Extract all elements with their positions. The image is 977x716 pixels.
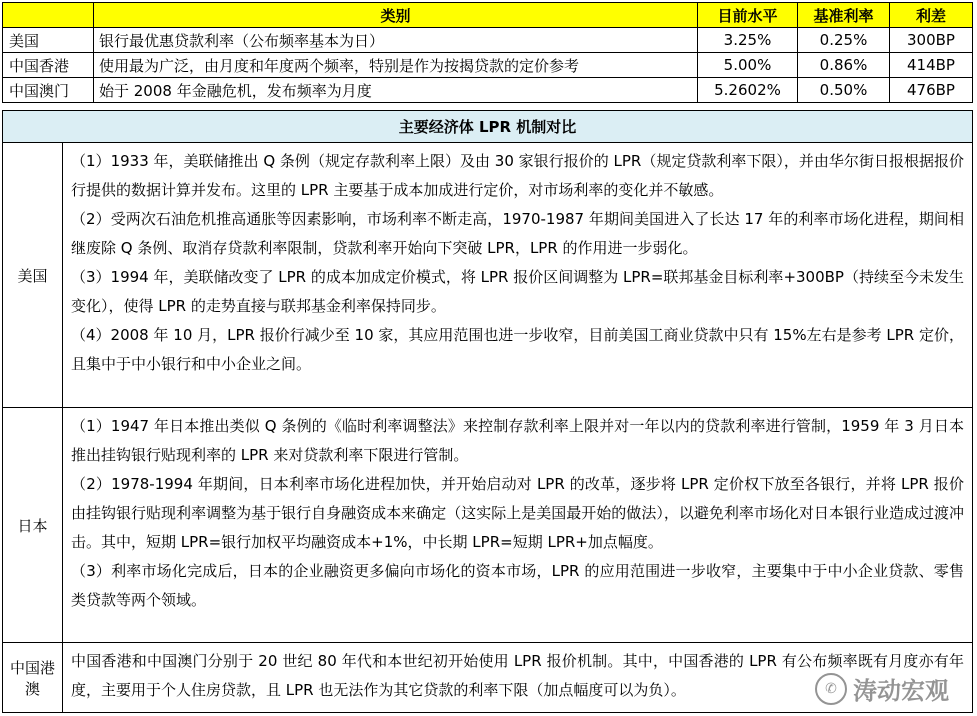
paragraph: （2）受两次石油危机推高通胀等因素影响，市场利率不断走高，1970-1987 年期间美国进入了长达 17 年的利率市场化进程，期间相继废除 Q 条例、取消存贷款利率限制，贷款利率开始向下突破 LPR，LPR 的作用进一步弱化。 [71, 210, 964, 257]
paragraph: （3）利率市场化完成后，日本的企业融资更多偏向市场化的资本市场，LPR 的应用范围进一步收窄，主要集中于中小企业贷款、零售类贷款等两个领域。 [71, 562, 964, 609]
section-row-japan [3, 408, 973, 643]
paragraph: 中国香港和中国澳门分别于 20 世纪 80 年代和本世纪初开始使用 LPR 报价机制。其中，中国香港的 LPR 有公布频率既有月度亦有年度，主要用于个人住房贷款，且 LPR 也无法作为其它贷款的利率下限（加点幅度可以为负）。 [71, 652, 964, 699]
region-cell: 美国 [3, 28, 94, 53]
watermark-text: 涛动宏观 [853, 677, 949, 705]
paragraph: （4）2008 年 10 月，LPR 报价行减少至 10 家，其应用范围也进一步收窄，目前美国工商业贷款中只有 15%左右是参考 LPR 定价，且集中于中小银行和中小企业之间。 [71, 326, 964, 373]
comparison-title-row [3, 111, 973, 143]
table-row [3, 78, 973, 103]
category-cell: 银行最优惠贷款利率（公布频率基本为日） [94, 28, 698, 53]
paragraph: （1）1933 年，美联储推出 Q 条例（规定存款利率上限）及由 30 家银行报价的 LPR（规定贷款利率下限），并由华尔街日报根据报价行提供的数据计算并发布。这里的 LPR 主要基于成本加成进行定价，对市场利率的变化并不敏感。 [71, 152, 964, 199]
country-label: 美国 [3, 143, 63, 408]
header-cell [3, 3, 94, 28]
section-body [63, 643, 973, 713]
table-header-row [3, 3, 973, 28]
current-level-cell: 3.25% [698, 28, 798, 53]
benchmark-rate-cell: 0.50% [798, 78, 890, 103]
section-body [63, 408, 973, 643]
table-row [3, 28, 973, 53]
category-cell: 使用最为广泛，由月度和年度两个频率，特别是作为按揭贷款的定价参考 [94, 53, 698, 78]
header-cell: 基准利率 [798, 3, 890, 28]
current-level-cell: 5.00% [698, 53, 798, 78]
section-row-usa [3, 143, 973, 408]
table-row [3, 53, 973, 78]
header-cell: 类别 [94, 3, 698, 28]
country-label: 日本 [3, 408, 63, 643]
lpr-comparison-table [2, 110, 973, 713]
benchmark-rate-cell: 0.25% [798, 28, 890, 53]
current-level-cell: 5.2602% [698, 78, 798, 103]
spread-cell: 476BP [890, 78, 973, 103]
paragraph: （3）1994 年，美联储改变了 LPR 的成本加成定价模式，将 LPR 报价区间调整为 LPR=联邦基金目标利率+300BP（持续至今未发生变化），使得 LPR 的走势直接与联邦基金利率保持同步。 [71, 268, 964, 315]
category-cell: 始于 2008 年金融危机，发布频率为月度 [94, 78, 698, 103]
section-row-hk-macau [3, 643, 973, 713]
region-cell: 中国香港 [3, 53, 94, 78]
region-cell: 中国澳门 [3, 78, 94, 103]
comparison-title: 主要经济体 LPR 机制对比 [3, 111, 973, 143]
country-label: 中国港澳 [3, 643, 63, 713]
benchmark-rate-cell: 0.86% [798, 53, 890, 78]
header-cell: 目前水平 [698, 3, 798, 28]
spread-cell: 414BP [890, 53, 973, 78]
header-cell: 利差 [890, 3, 973, 28]
wechat-icon: ✆ [815, 673, 847, 705]
paragraph: （2）1978-1994 年期间，日本利率市场化进程加快，并开始启动对 LPR 的改革，逐步将 LPR 定价权下放至各银行，并将 LPR 报价由挂钩银行贴现利率调整为基于银行自身融资成本来确定（这实际上是美国最开始的做法），以避免利率市场化对日本银行业造成过渡冲击。其中，短期 LPR=银行加权平均融资成本+1%，中长期 LPR=短期 LPR+加点幅度。 [71, 475, 964, 551]
section-body [63, 143, 973, 408]
paragraph: （1）1947 年日本推出类似 Q 条例的《临时利率调整法》来控制存款利率上限并对一年以内的贷款利率进行管制，1959 年 3 月日本推出挂钩银行贴现利率的 LPR 来对贷款利率下限进行管制。 [71, 417, 964, 464]
spread-cell: 300BP [890, 28, 973, 53]
rate-spread-table [2, 2, 973, 103]
